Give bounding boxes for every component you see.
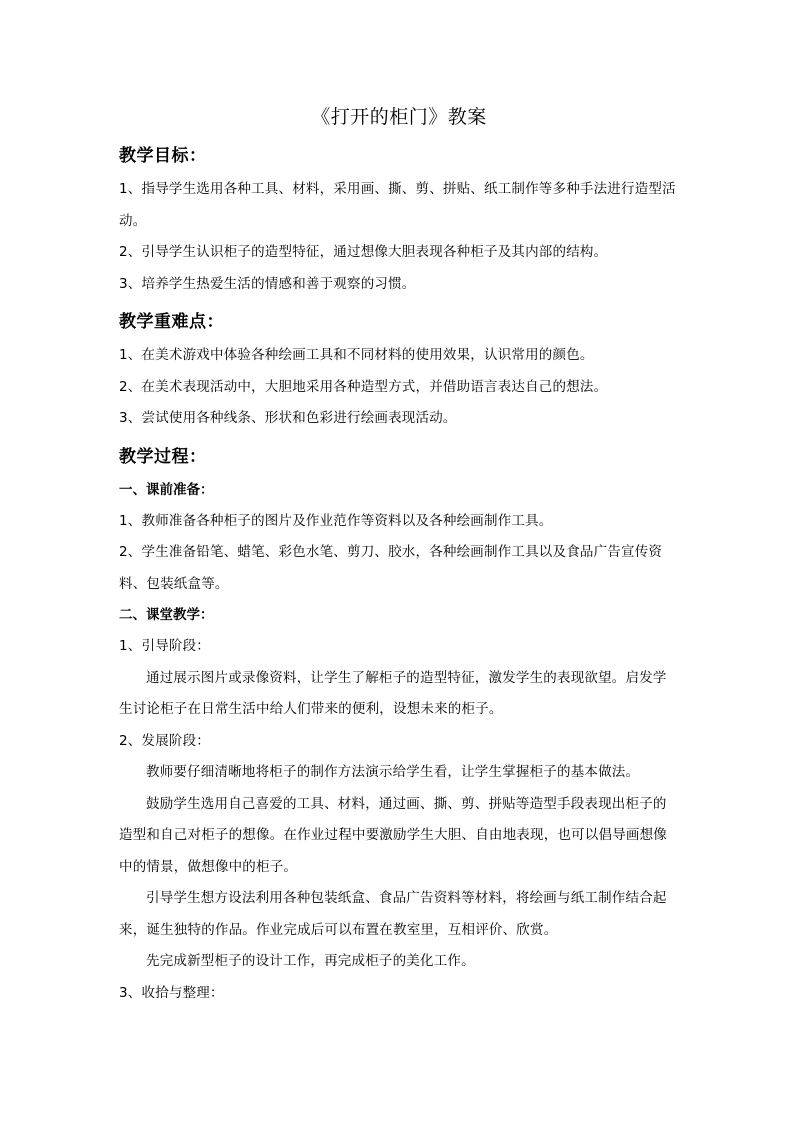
subheading-prep: 一、课前准备： (119, 481, 214, 498)
section-heading-process: 教学过程： (119, 446, 207, 467)
key-point-item-2: 2、在美术表现活动中，大胆地采用各种造型方式，并借助语言表达自己的想法。 (119, 378, 608, 395)
prep-item-1: 1、教师准备各种柜子的图片及作业范作等资料以及各种绘画制作工具。 (119, 512, 553, 529)
goal-item-3: 3、培养学生热爱生活的情感和善于观察的习惯。 (119, 275, 416, 292)
stage-develop-paragraph-3: 引导学生想方设法利用各种包装纸盒、食品广告资料等材料，将绘画与纸工制作结合起来，诞生独特的作品。作业完成后可以布置在教室里，互相评价、欣赏。 (119, 890, 667, 938)
prep-item-2: 2、学生准备铅笔、蜡笔、彩色水笔、剪刀、胶水，各种绘画制作工具以及食品广告宣传资料、包装纸盒等。 (119, 544, 663, 592)
key-point-item-3: 3、尝试使用各种线条、形状和色彩进行绘画表现活动。 (119, 410, 457, 426)
document-body (119, 100, 679, 1009)
stage-develop-paragraph-4: 先完成新型柜子的设计工作，再完成柜子的美化工作。 (146, 953, 475, 969)
key-point-item-1: 1、在美术游戏中体验各种绘画工具和不同材料的使用效果，认识常用的颜色。 (119, 347, 594, 363)
stage-label-tidy: 3、收拾与整理： (119, 984, 224, 1001)
goal-item-1: 1、指导学生选用各种工具、材料，采用画、撕、剪、拼贴、纸工制作等多种手法进行造型活动。 (119, 181, 676, 229)
section-heading-goals: 教学目标： (119, 146, 207, 166)
stage-guide-paragraph-1: 通过展示图片或录像资料，让学生了解柜子的造型特征，激发学生的表现欲望。启发学生讨论柜子在日常生活中给人们带来的便利，设想未来的柜子。 (119, 669, 667, 717)
document-title: 《打开的柜门》教案 (311, 106, 487, 128)
stage-develop-paragraph-2: 鼓励学生选用自己喜爱的工具、材料，通过画、撕、剪、拼贴等造型手段表现出柜子的造型和自己对柜子的想像。在作业过程中要激励学生大胆、自由地表现，也可以倡导画想像中的情景，做想像中的柜子。 (119, 795, 667, 875)
goal-item-2: 2、引导学生认识柜子的造型特征，通过想像大胆表现各种柜子及其内部的结构。 (119, 244, 608, 260)
stage-label-guide: 1、引导阶段： (119, 638, 210, 654)
stage-label-develop: 2、发展阶段： (119, 732, 210, 749)
stage-develop-paragraph-1: 教师要仔细清晰地将柜子的制作方法演示给学生看，让学生掌握柜子的基本做法。 (146, 764, 640, 780)
section-heading-key-points: 教学重难点： (119, 312, 224, 332)
subheading-class: 二、课堂教学： (119, 607, 214, 623)
